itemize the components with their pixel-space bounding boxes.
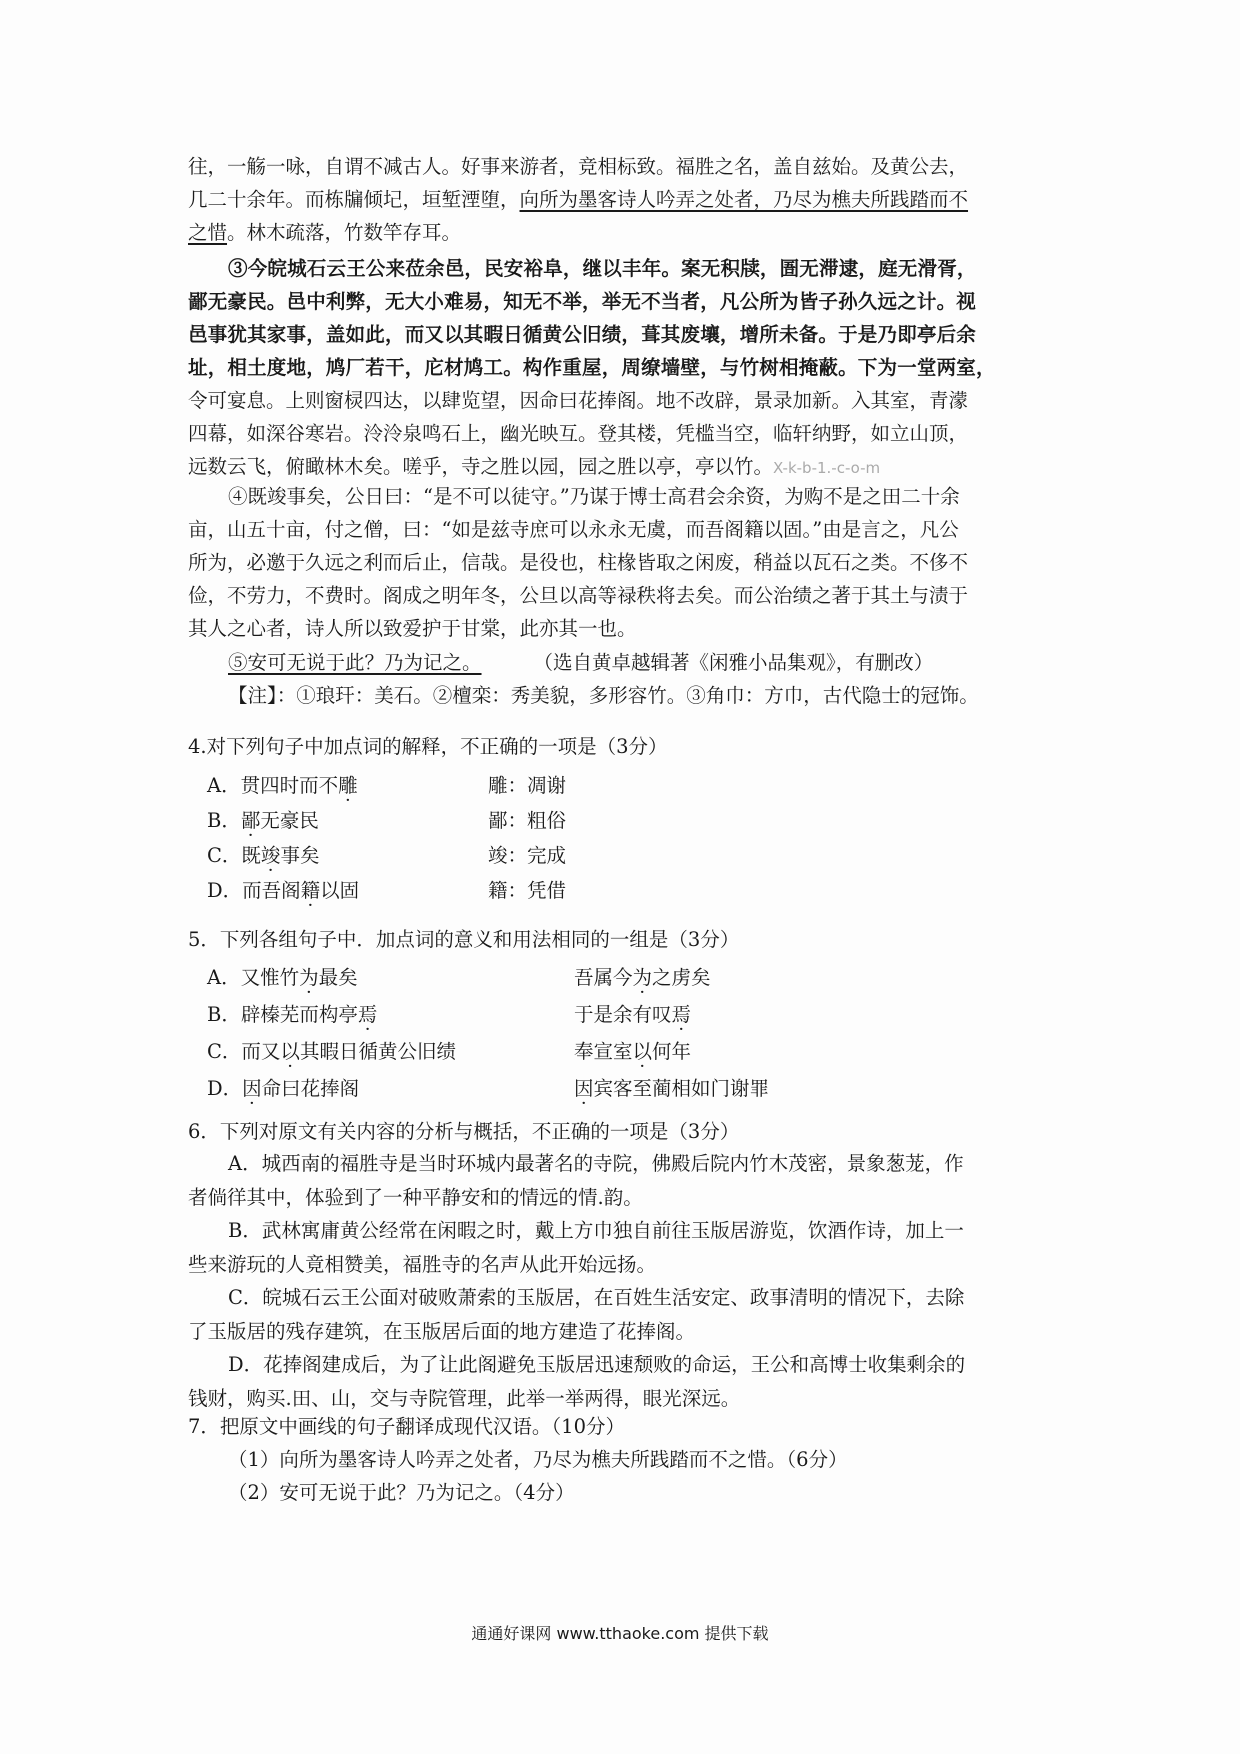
question-5-pair <box>574 962 711 990</box>
emphasis-dot-word: 因 <box>574 1077 594 1100</box>
passage-paragraph-5 <box>188 646 1063 712</box>
passage-paragraph-3-cont <box>188 384 1063 485</box>
emphasis-dot-word: 以 <box>632 1040 653 1063</box>
emphasis-dot-word: 籍 <box>300 879 321 902</box>
option-d-cont: 钱财，购买.田、山，交与寺院管理，此举一举两得，眼光深远。 <box>188 1386 741 1410</box>
underlined-sentence: ⑤安可无说于此？乃为记之。 <box>228 651 482 674</box>
emphasis-dot-word: 为 <box>632 966 653 989</box>
passage-line: 几二十余年。而栋牖倾圮，垣堑湮堕，向所为墨客诗人吟弄之处者，乃尽为樵夫所践踏而不 <box>188 188 969 211</box>
option-b-cont: 些来游玩的人竟相赞美，福胜寺的名声从此开始远扬。 <box>188 1252 657 1276</box>
question-5-pair <box>574 999 691 1027</box>
phrase-text: A．贯四时而不 <box>207 774 339 797</box>
phrase-text: 吾属今 <box>574 966 633 989</box>
question-5-option <box>207 962 358 990</box>
phrase-text: 其暇日循黄公旧绩 <box>299 1040 456 1063</box>
emphasis-dot-word: 焉 <box>357 1003 378 1026</box>
question-5-option <box>207 1036 456 1064</box>
question-4-stem: 4.对下列句子中加点词的解释，不正确的一项是（3分） <box>188 735 668 758</box>
dotted-phrase <box>574 966 711 989</box>
dotted-phrase <box>574 1077 769 1100</box>
dotted-phrase <box>207 966 358 989</box>
underlined-sentence: 之惜 <box>188 221 228 244</box>
passage-line: 亩，山五十亩，付之僧，曰：“如是兹寺庶可以永永无虞，而吾阁籍以固。”由是言之，凡公 <box>188 518 959 541</box>
question-4-answer: 籍：凭借 <box>488 879 567 902</box>
dotted-phrase <box>574 1003 691 1026</box>
question-4-option <box>207 840 319 868</box>
phrase-text: 奉宣室 <box>574 1040 633 1063</box>
question-7-stem: 7．把原文中画线的句子翻译成现代汉语。（10分） <box>188 1415 625 1438</box>
passage-paragraph-3 <box>188 252 1063 384</box>
phrase-text: C．既 <box>207 844 261 867</box>
phrase-text: 何年 <box>652 1040 692 1063</box>
passage-line: 令可宴息。上则窗棂四达，以肆览望，因命曰花捧阁。地不改辟，景录加新。入其室，青濛 <box>188 389 969 412</box>
question-6-stem: 6．下列对原文有关内容的分析与概括，不正确的一项是（3分） <box>188 1120 740 1143</box>
question-5-stem: 5．下列各组句子中．加点词的意义和用法相同的一组是（3分） <box>188 928 740 951</box>
dotted-phrase <box>207 879 359 902</box>
phrase-text: B． <box>207 809 241 832</box>
passage-line <box>188 646 1063 679</box>
dotted-phrase <box>207 1003 377 1026</box>
annotation-note: 【注】：①琅玕：美石。②檀栾：秀美貌，多形容竹。③角巾：方巾，古代隐士的冠饰。 <box>228 684 979 707</box>
phrase-text: D． <box>207 1077 243 1100</box>
passage-line: 之惜。林木疏落，竹数竿存耳。 <box>188 221 462 244</box>
emphasis-dot-word: 为 <box>299 966 319 989</box>
option-a: A．城西南的福胜寺是当时环城内最著名的寺院，佛殿后院内竹木茂密，景象葱茏，作 <box>228 1152 964 1175</box>
question-4-option <box>207 770 358 798</box>
passage-line: 址，相土度地，鸠厂若干，庀材鸠工。构作重屋，周缭墙壁，与竹树相掩蔽。下为一堂两室， <box>188 356 996 379</box>
dotted-phrase <box>207 844 319 867</box>
passage-line: 俭，不劳力，不费时。阁成之明年冬，公旦以高等禄秩将去矣。而公治绩之著于其土与渍于 <box>188 584 969 607</box>
phrase-text: 于是余有叹 <box>574 1003 672 1026</box>
source-note: （选自黄卓越辑著《闲雅小品集观》，有删改） <box>533 651 934 674</box>
phrase-text: D．而吾阁 <box>207 879 301 902</box>
phrase-text: 无豪民 <box>260 809 319 832</box>
option-b: B．武林寓庸黄公经常在闲暇之时，戴上方巾独自前往玉版居游览，饮酒作诗，加上一 <box>228 1219 964 1242</box>
emphasis-dot-word: 雕 <box>338 774 358 797</box>
passage-line: 鄙无豪民。邑中利弊，无大小难易，知无不举，举无不当者，凡公所为皆子孙久远之计。视 <box>188 290 977 313</box>
page-footer: 通通好课网 www.tthaoke.com 提供下载 <box>471 1624 769 1643</box>
watermark: X-k-b-1.-c-o-m <box>773 459 881 477</box>
passage-line: 四幕，如深谷寒岩。泠泠泉鸣石上，幽光映互。登其楼，凭槛当空，临轩纳野，如立山顶， <box>188 422 969 445</box>
passage-line: 远数云飞，俯瞰林木矣。嗟乎，寺之胜以园，园之胜以亭，亭以竹。X-k-b-1.-c-o-m <box>188 455 881 478</box>
passage-line: 其人之心者，诗人所以致爱护于甘棠，此亦其一也。 <box>188 617 637 640</box>
phrase-text: C．而又 <box>207 1040 281 1063</box>
phrase-text: 宾客至蔺相如门谢罪 <box>593 1077 770 1100</box>
option-c-cont: 了玉版居的残存建筑，在玉版居后面的地方建造了花捧阁。 <box>188 1319 696 1343</box>
phrase-text: 之虏矣 <box>652 966 711 989</box>
question-4-option <box>207 875 359 903</box>
option-a-cont: 者倘徉其中，体验到了一种平静安和的情远的情.韵。 <box>188 1185 643 1209</box>
question-5-option <box>207 1073 359 1101</box>
question-4-option <box>207 805 319 833</box>
underlined-sentence: 向所为墨客诗人吟弄之处者，乃尽为樵夫所践踏而不 <box>519 188 969 211</box>
option-c: C．皖城石云王公面对破败萧索的玉版居，在百姓生活安定、政事清明的情况下，去除 <box>228 1286 965 1309</box>
phrase-text: 命曰花捧阁 <box>261 1077 360 1100</box>
emphasis-dot-word: 竣 <box>260 844 281 867</box>
question-6-options <box>188 1147 1063 1415</box>
question-4-answer: 雕：凋谢 <box>488 774 567 797</box>
question-7-sentence-2: （2）安可无说于此？乃为记之。（4分） <box>228 1481 575 1504</box>
dotted-phrase <box>207 774 358 797</box>
question-7-sentence-1: （1）向所为墨客诗人吟弄之处者，乃尽为樵夫所践踏而不之惜。（6分） <box>228 1448 848 1471</box>
phrase-text: A．又惟竹 <box>207 966 300 989</box>
dotted-phrase <box>574 1040 691 1063</box>
option-d: D．花捧阁建成后，为了让此阁避免玉版居迅速颓败的命运，王公和高博士收集剩余的 <box>228 1353 966 1376</box>
emphasis-dot-word: 以 <box>280 1040 300 1063</box>
question-4-answer: 竣：完成 <box>488 844 567 867</box>
passage-line: 所为，必邀于久远之利而后止，信哉。是役也，柱椽皆取之闲废，稍益以瓦石之类。不侈不 <box>188 551 969 574</box>
question-5-pair <box>574 1036 691 1064</box>
phrase-text: 以固 <box>320 879 360 902</box>
dotted-phrase <box>207 1077 359 1100</box>
question-4-answer: 鄙：粗俗 <box>488 809 567 832</box>
passage-paragraph-2 <box>188 150 1063 249</box>
passage-line: 邑事犹其家事，盖如此，而又以其暇日循黄公旧绩，葺其废壤，增所未备。于是乃即亭后余 <box>188 323 977 346</box>
passage-line: ③今皖城石云王公来莅余邑，民安裕阜，继以丰年。案无积牍，圄无滞逮，庭无滑胥， <box>228 257 977 280</box>
phrase-text: 最矣 <box>318 966 358 989</box>
emphasis-dot-word: 因 <box>242 1077 262 1100</box>
phrase-text: 事矣 <box>280 844 320 867</box>
dotted-phrase <box>207 809 319 832</box>
emphasis-dot-word: 鄙 <box>240 809 261 832</box>
phrase-text: B．辟榛芜而构亭 <box>207 1003 358 1026</box>
emphasis-dot-word: 焉 <box>671 1003 692 1026</box>
question-5-option <box>207 999 377 1027</box>
question-5-pair <box>574 1073 769 1101</box>
passage-paragraph-4 <box>188 480 1063 645</box>
passage-line: 往，一觞一咏，自谓不减古人。好事来游者，竞相标致。福胜之名，盖自兹始。及黄公去， <box>188 155 969 178</box>
passage-line: ④既竣事矣，公日曰：“是不可以徒守。”乃谋于博士高君会余资，为购不是之田二十余 <box>228 485 960 508</box>
dotted-phrase <box>207 1040 456 1063</box>
